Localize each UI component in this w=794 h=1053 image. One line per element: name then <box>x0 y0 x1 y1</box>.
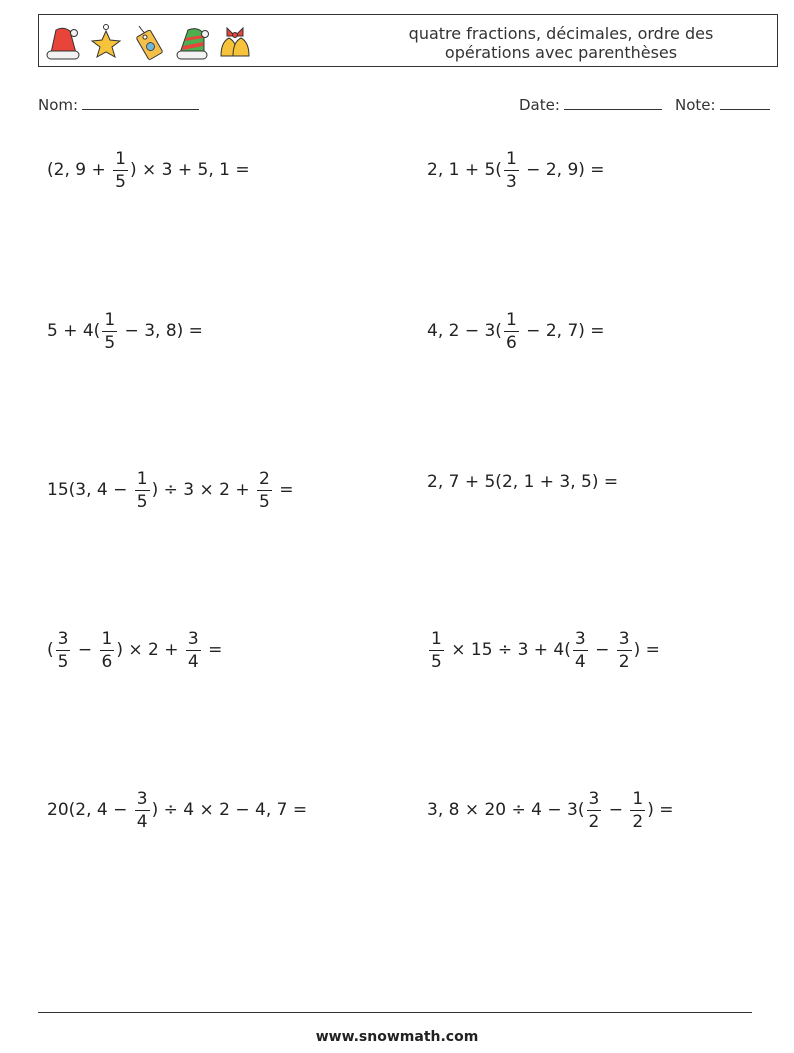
name-blank[interactable] <box>82 94 199 110</box>
expression-text: − 3, 8) = <box>119 321 203 341</box>
expression-text: = <box>202 640 223 660</box>
fraction-denominator: 4 <box>187 651 199 672</box>
fraction-denominator: 2 <box>588 811 600 832</box>
name-field[interactable] <box>38 94 199 114</box>
footer-divider <box>38 1012 752 1013</box>
expression-text: 15(3, 4 − <box>47 480 133 500</box>
expression-text: × 15 ÷ 3 + 4( <box>445 640 571 660</box>
expression-text: 2, 7 + 5(2, 1 + 3, 5) = <box>427 472 619 492</box>
problem-2 <box>427 146 605 194</box>
expression-text: ) ÷ 3 × 2 + <box>151 480 256 500</box>
fraction <box>617 629 632 672</box>
fraction-denominator: 4 <box>136 811 148 832</box>
fraction <box>429 629 444 672</box>
expression-text: − <box>589 640 615 660</box>
fraction-denominator: 5 <box>431 651 442 672</box>
fraction-denominator: 4 <box>574 651 586 672</box>
problem-4 <box>427 307 605 355</box>
fraction-numerator: 2 <box>259 468 270 489</box>
expression-text: − 2, 7) = <box>520 321 605 341</box>
footer-site: www.snowmath.com <box>315 1029 479 1045</box>
expression-text: 4, 2 − 3( <box>427 321 502 341</box>
grade-field[interactable] <box>675 94 770 114</box>
fraction-denominator: 5 <box>115 171 126 192</box>
santa-hat-icon <box>43 22 83 62</box>
name-label: Nom: <box>38 96 79 114</box>
expression-text: 3, 8 × 20 ÷ 4 − 3( <box>427 800 585 820</box>
fraction <box>102 310 117 353</box>
gift-tag-icon <box>129 22 169 62</box>
expression-text: 5 + 4( <box>47 321 101 341</box>
date-field[interactable] <box>519 94 662 114</box>
fraction-denominator: 6 <box>505 332 517 353</box>
star-ornament-icon <box>86 22 126 62</box>
fraction-numerator: 1 <box>136 468 148 489</box>
fraction-denominator: 5 <box>136 491 148 512</box>
problem-6 <box>427 458 618 506</box>
problem-8 <box>427 626 660 674</box>
fraction-numerator: 1 <box>632 788 644 809</box>
fraction <box>135 789 150 832</box>
problem-5 <box>47 466 294 514</box>
fraction-denominator: 2 <box>618 651 630 672</box>
fraction-denominator: 3 <box>505 171 517 192</box>
expression-text: (2, 9 + <box>47 160 112 180</box>
expression-text: = <box>273 480 294 500</box>
jingle-bells-icon <box>215 22 255 62</box>
fraction-denominator: 5 <box>104 332 116 353</box>
fraction <box>573 629 588 672</box>
fraction <box>587 789 602 832</box>
expression-text: 2, 1 + 5( <box>427 160 502 180</box>
problem-7 <box>47 626 222 674</box>
striped-elf-hat-icon <box>172 22 212 62</box>
expression-text: 20(2, 4 − <box>47 800 133 820</box>
grade-label: Note: <box>675 96 716 114</box>
fraction-numerator: 3 <box>588 788 600 809</box>
fraction <box>504 149 519 192</box>
fraction-denominator: 2 <box>632 811 644 832</box>
expression-text: ( <box>47 640 54 660</box>
expression-text: ) = <box>633 640 660 660</box>
problem-3 <box>47 307 203 355</box>
fraction-numerator: 1 <box>104 309 116 330</box>
fraction-numerator: 3 <box>574 628 586 649</box>
title-line-1: quatre fractions, décimales, ordre des <box>408 24 714 43</box>
expression-text: − <box>72 640 98 660</box>
expression-text: ) × 3 + 5, 1 = <box>129 160 250 180</box>
problem-9 <box>47 786 307 834</box>
fraction <box>186 629 201 672</box>
worksheet-title <box>381 24 741 62</box>
fraction <box>56 629 71 672</box>
expression-text: − <box>603 800 629 820</box>
fraction-numerator: 1 <box>101 628 113 649</box>
date-blank[interactable] <box>564 94 662 110</box>
fraction <box>100 629 115 672</box>
header-icons <box>43 20 258 64</box>
worksheet-header <box>38 14 778 67</box>
fraction-numerator: 3 <box>187 628 199 649</box>
fraction <box>135 469 150 512</box>
problem-10 <box>427 786 674 834</box>
problem-1 <box>47 146 250 194</box>
fraction-numerator: 3 <box>57 628 69 649</box>
fraction <box>630 789 645 832</box>
fraction-numerator: 1 <box>505 309 517 330</box>
fraction-denominator: 5 <box>259 491 270 512</box>
expression-text: ) = <box>647 800 674 820</box>
fraction <box>113 149 128 192</box>
fraction <box>257 469 272 512</box>
date-label: Date: <box>519 96 560 114</box>
fraction-numerator: 1 <box>505 148 517 169</box>
fraction-numerator: 1 <box>115 148 126 169</box>
fraction <box>504 310 519 353</box>
fraction-numerator: 3 <box>136 788 148 809</box>
title-line-2: opérations avec parenthèses <box>444 43 678 62</box>
fraction-numerator: 1 <box>431 628 442 649</box>
fraction-denominator: 6 <box>101 651 113 672</box>
expression-text: ) ÷ 4 × 2 − 4, 7 = <box>151 800 308 820</box>
fraction-numerator: 3 <box>618 628 630 649</box>
grade-blank[interactable] <box>720 94 770 110</box>
expression-text: ) × 2 + <box>116 640 184 660</box>
expression-text: − 2, 9) = <box>520 160 605 180</box>
fraction-denominator: 5 <box>57 651 69 672</box>
